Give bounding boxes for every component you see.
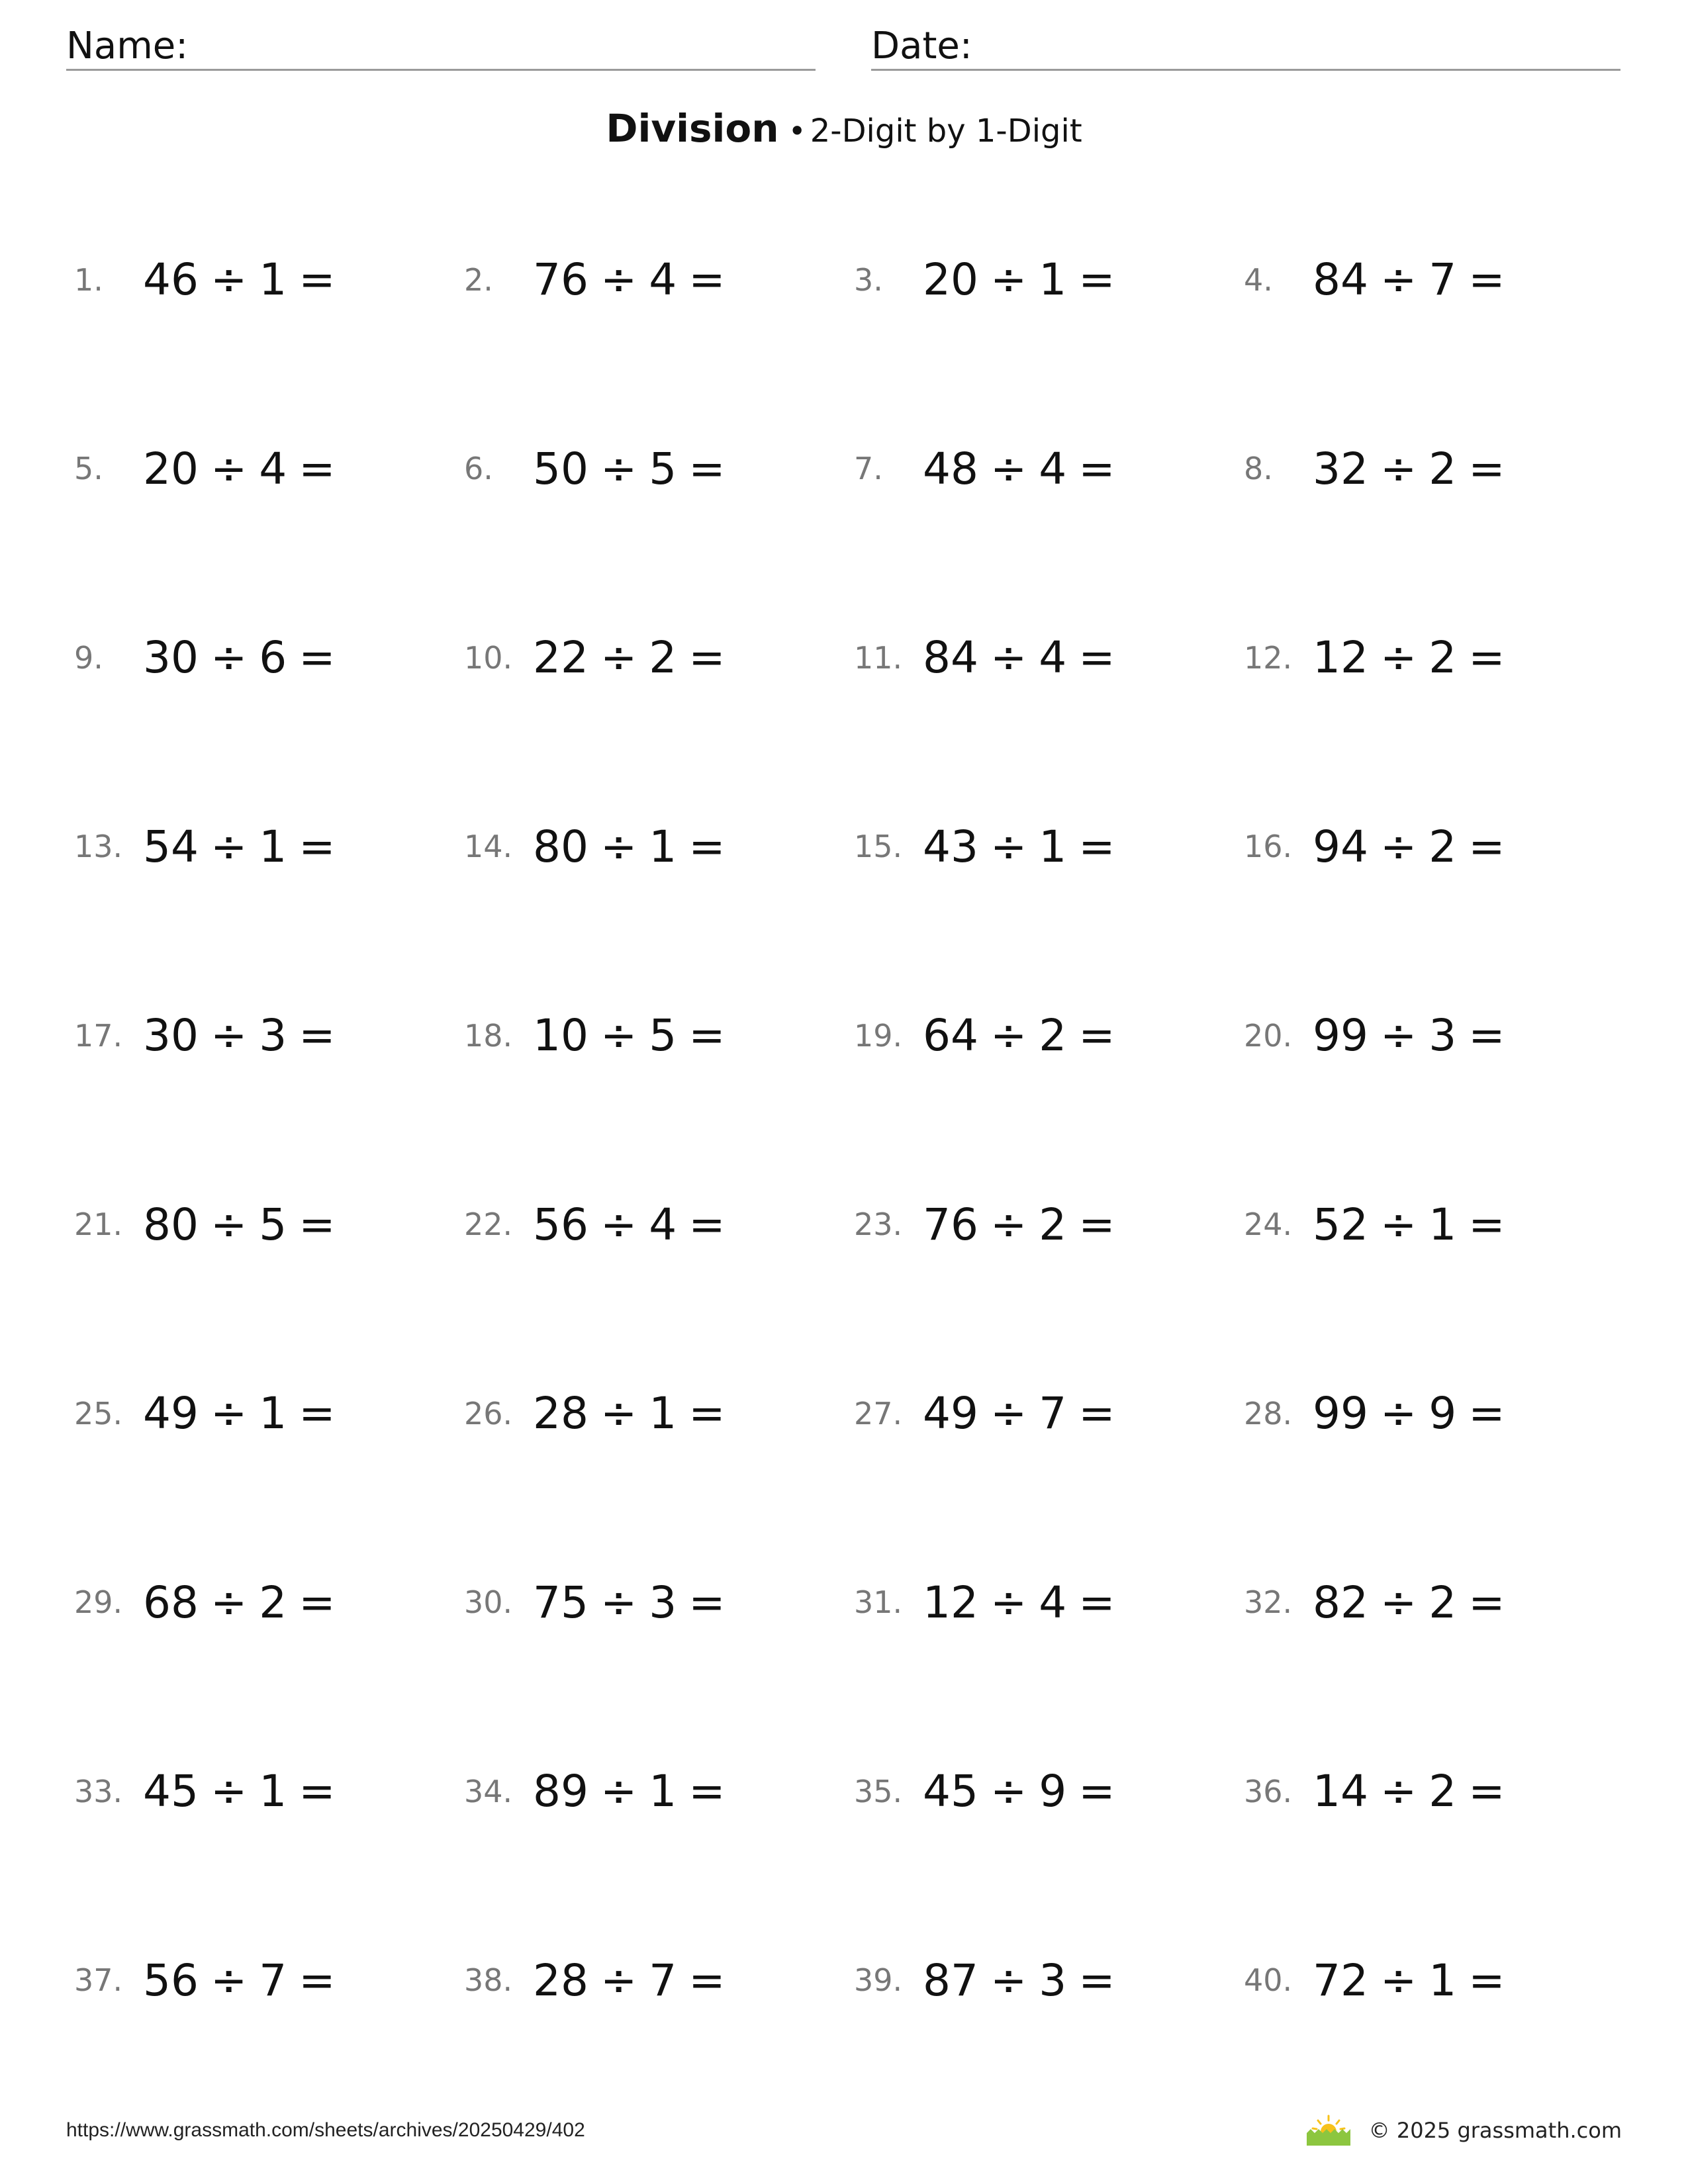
problem-number: 29. xyxy=(74,1584,123,1620)
problem-item xyxy=(1244,434,1634,504)
divisor: 2 xyxy=(1429,1576,1457,1628)
divisor: 3 xyxy=(259,1010,287,1061)
divisor: 3 xyxy=(1429,1010,1457,1061)
dividend: 28 xyxy=(533,1388,588,1439)
dividend: 87 xyxy=(923,1954,978,2006)
division-sign: ÷ xyxy=(600,1954,637,2006)
problem-expression xyxy=(1313,632,1505,683)
problem-expression xyxy=(1313,1199,1505,1250)
divisor: 4 xyxy=(1039,632,1067,683)
problem-number: 36. xyxy=(1244,1773,1293,1809)
problem-expression xyxy=(143,1955,336,2006)
equals-sign: = xyxy=(299,821,336,872)
division-sign: ÷ xyxy=(990,443,1027,494)
equals-sign: = xyxy=(1468,1010,1505,1061)
problem-number: 20. xyxy=(1244,1017,1293,1054)
division-sign: ÷ xyxy=(1380,254,1417,305)
problem-expression xyxy=(923,1766,1115,1817)
problem-item xyxy=(1244,1379,1634,1448)
problem-expression xyxy=(143,254,336,305)
equals-sign: = xyxy=(1468,1766,1505,1817)
equals-sign: = xyxy=(688,821,726,872)
problem-item xyxy=(1244,1946,1634,2015)
problem-number: 5. xyxy=(74,451,103,486)
worksheet-title xyxy=(0,106,1688,151)
divisor: 2 xyxy=(1039,1199,1067,1250)
divisor: 6 xyxy=(259,632,287,683)
division-sign: ÷ xyxy=(600,1388,637,1439)
divisor: 2 xyxy=(649,632,677,683)
dividend: 12 xyxy=(923,1576,978,1628)
divisor: 7 xyxy=(1039,1388,1067,1439)
problem-number: 9. xyxy=(74,639,103,676)
dividend: 20 xyxy=(923,254,978,305)
dividend: 76 xyxy=(923,1199,978,1250)
problem-item xyxy=(1244,1568,1634,1637)
divisor: 3 xyxy=(1039,1954,1067,2006)
division-sign: ÷ xyxy=(600,1199,637,1250)
problem-number: 33. xyxy=(74,1773,123,1809)
division-sign: ÷ xyxy=(1380,1388,1417,1439)
equals-sign: = xyxy=(1468,821,1505,872)
equals-sign: = xyxy=(688,1388,726,1439)
divisor: 4 xyxy=(259,443,287,494)
dividend: 52 xyxy=(1313,1199,1368,1250)
divisor: 1 xyxy=(649,1766,677,1817)
date-label: Date: xyxy=(871,24,972,68)
problem-expression xyxy=(143,1388,336,1439)
problem-item xyxy=(854,1756,1244,1826)
equals-sign: = xyxy=(1468,254,1505,305)
problem-item xyxy=(464,434,854,504)
copyright: © 2025 grassmath.com xyxy=(1368,2118,1622,2143)
problem-item xyxy=(464,1756,854,1826)
equals-sign: = xyxy=(299,1576,336,1628)
problem-number: 17. xyxy=(74,1017,123,1054)
problem-item xyxy=(854,812,1244,882)
equals-sign: = xyxy=(1078,254,1115,305)
dividend: 10 xyxy=(533,1010,588,1061)
problem-number: 6. xyxy=(464,451,493,486)
equals-sign: = xyxy=(1468,1954,1505,2006)
division-sign: ÷ xyxy=(210,443,248,494)
divisor: 1 xyxy=(1039,254,1067,305)
dividend: 48 xyxy=(923,443,978,494)
dividend: 72 xyxy=(1313,1954,1368,2006)
divisor: 7 xyxy=(1429,254,1457,305)
problem-expression xyxy=(533,632,726,683)
problem-number: 35. xyxy=(854,1773,903,1809)
division-sign: ÷ xyxy=(1380,1766,1417,1817)
dividend: 75 xyxy=(533,1576,588,1628)
problem-number: 28. xyxy=(1244,1395,1293,1432)
dividend: 50 xyxy=(533,443,588,494)
division-sign: ÷ xyxy=(990,1576,1027,1628)
problem-number: 22. xyxy=(464,1206,513,1242)
divisor: 2 xyxy=(1429,632,1457,683)
problem-expression xyxy=(533,443,726,494)
problem-expression xyxy=(1313,1766,1505,1817)
problem-item xyxy=(464,245,854,314)
title-subtitle: 2-Digit by 1-Digit xyxy=(810,113,1082,150)
problem-item xyxy=(854,1379,1244,1448)
problem-item xyxy=(74,1379,464,1448)
problem-expression xyxy=(923,1577,1115,1628)
dividend: 32 xyxy=(1313,443,1368,494)
division-sign: ÷ xyxy=(990,1388,1027,1439)
dividend: 12 xyxy=(1313,632,1368,683)
problem-number: 25. xyxy=(74,1395,123,1432)
divisor: 2 xyxy=(1429,821,1457,872)
problem-expression xyxy=(533,1955,726,2006)
divisor: 5 xyxy=(649,1010,677,1061)
division-sign: ÷ xyxy=(600,254,637,305)
problem-expression xyxy=(533,1199,726,1250)
problem-item xyxy=(464,1946,854,2015)
problem-item xyxy=(1244,245,1634,314)
problem-expression xyxy=(923,443,1115,494)
problem-expression xyxy=(923,821,1115,872)
divisor: 1 xyxy=(259,254,287,305)
problem-number: 3. xyxy=(854,261,883,298)
division-sign: ÷ xyxy=(990,632,1027,683)
division-sign: ÷ xyxy=(1380,821,1417,872)
problem-expression xyxy=(143,1766,336,1817)
dividend: 54 xyxy=(143,821,199,872)
problem-expression xyxy=(923,1010,1115,1061)
problem-item xyxy=(854,1001,1244,1070)
dividend: 56 xyxy=(533,1199,588,1250)
division-sign: ÷ xyxy=(210,1576,248,1628)
division-sign: ÷ xyxy=(1380,443,1417,494)
problem-expression xyxy=(1313,1955,1505,2006)
division-sign: ÷ xyxy=(990,1766,1027,1817)
problem-expression xyxy=(533,1010,726,1061)
problem-item xyxy=(464,1001,854,1070)
divisor: 9 xyxy=(1429,1388,1457,1439)
dividend: 30 xyxy=(143,632,199,683)
problem-item xyxy=(74,1568,464,1637)
problem-expression xyxy=(1313,1577,1505,1628)
divisor: 5 xyxy=(649,443,677,494)
problem-item xyxy=(464,812,854,882)
problem-number: 38. xyxy=(464,1962,513,1998)
problem-expression xyxy=(923,632,1115,683)
divisor: 9 xyxy=(1039,1766,1067,1817)
dividend: 94 xyxy=(1313,821,1368,872)
dividend: 64 xyxy=(923,1010,978,1061)
dividend: 99 xyxy=(1313,1388,1368,1439)
divisor: 3 xyxy=(649,1576,677,1628)
dividend: 68 xyxy=(143,1576,199,1628)
dividend: 30 xyxy=(143,1010,199,1061)
problem-item xyxy=(1244,1756,1634,1826)
division-sign: ÷ xyxy=(600,1010,637,1061)
problem-number: 30. xyxy=(464,1584,513,1620)
problem-expression xyxy=(143,1010,336,1061)
division-sign: ÷ xyxy=(210,1010,248,1061)
division-sign: ÷ xyxy=(1380,1576,1417,1628)
problem-item xyxy=(74,623,464,692)
problem-number: 32. xyxy=(1244,1584,1293,1620)
divisor: 5 xyxy=(259,1199,287,1250)
divisor: 2 xyxy=(259,1576,287,1628)
problem-item xyxy=(1244,1001,1634,1070)
equals-sign: = xyxy=(299,1388,336,1439)
problem-number: 21. xyxy=(74,1206,123,1242)
divisor: 2 xyxy=(1429,443,1457,494)
problem-number: 19. xyxy=(854,1017,903,1054)
equals-sign: = xyxy=(1078,1766,1115,1817)
problem-expression xyxy=(533,1577,726,1628)
division-sign: ÷ xyxy=(1380,1199,1417,1250)
division-sign: ÷ xyxy=(210,1954,248,2006)
division-sign: ÷ xyxy=(210,1766,248,1817)
divisor: 1 xyxy=(259,1388,287,1439)
problem-item xyxy=(74,1946,464,2015)
problem-number: 16. xyxy=(1244,829,1293,864)
problem-expression xyxy=(533,1766,726,1817)
equals-sign: = xyxy=(299,1954,336,2006)
equals-sign: = xyxy=(1078,632,1115,683)
problem-item xyxy=(1244,623,1634,692)
equals-sign: = xyxy=(299,254,336,305)
problem-item xyxy=(854,623,1244,692)
equals-sign: = xyxy=(299,632,336,683)
problem-item xyxy=(464,1190,854,1259)
problem-expression xyxy=(143,1199,336,1250)
equals-sign: = xyxy=(1468,443,1505,494)
division-sign: ÷ xyxy=(1380,1954,1417,2006)
dividend: 84 xyxy=(923,632,978,683)
equals-sign: = xyxy=(688,1199,726,1250)
problem-number: 7. xyxy=(854,451,883,486)
problem-item xyxy=(74,1190,464,1259)
division-sign: ÷ xyxy=(990,254,1027,305)
equals-sign: = xyxy=(1468,1199,1505,1250)
equals-sign: = xyxy=(1078,1576,1115,1628)
problem-item xyxy=(854,434,1244,504)
problem-number: 39. xyxy=(854,1962,903,1998)
problem-item xyxy=(854,1190,1244,1259)
dividend: 76 xyxy=(533,254,588,305)
divisor: 1 xyxy=(649,821,677,872)
name-field[interactable] xyxy=(66,26,816,71)
problem-item xyxy=(74,434,464,504)
problem-item xyxy=(464,623,854,692)
problem-number: 15. xyxy=(854,829,903,864)
problem-number: 1. xyxy=(74,261,103,298)
problem-expression xyxy=(143,632,336,683)
title-main: Division xyxy=(606,106,779,151)
division-sign: ÷ xyxy=(210,821,248,872)
divisor: 4 xyxy=(1039,1576,1067,1628)
divisor: 1 xyxy=(259,821,287,872)
problem-number: 37. xyxy=(74,1962,123,1998)
problem-number: 24. xyxy=(1244,1206,1293,1242)
problem-number: 27. xyxy=(854,1395,903,1432)
equals-sign: = xyxy=(299,443,336,494)
problem-number: 12. xyxy=(1244,639,1293,676)
problem-number: 40. xyxy=(1244,1962,1293,1998)
division-sign: ÷ xyxy=(600,821,637,872)
problem-item xyxy=(464,1379,854,1448)
problem-expression xyxy=(923,254,1115,305)
equals-sign: = xyxy=(299,1010,336,1061)
problem-number: 26. xyxy=(464,1395,513,1432)
problem-number: 13. xyxy=(74,829,123,864)
dividend: 82 xyxy=(1313,1576,1368,1628)
dividend: 49 xyxy=(923,1388,978,1439)
problem-item xyxy=(854,245,1244,314)
equals-sign: = xyxy=(688,632,726,683)
dividend: 14 xyxy=(1313,1766,1368,1817)
dividend: 49 xyxy=(143,1388,199,1439)
dividend: 22 xyxy=(533,632,588,683)
problem-number: 18. xyxy=(464,1017,513,1054)
division-sign: ÷ xyxy=(210,1388,248,1439)
dividend: 45 xyxy=(923,1766,978,1817)
date-field[interactable] xyxy=(871,26,1620,71)
problem-item xyxy=(74,1001,464,1070)
equals-sign: = xyxy=(688,254,726,305)
problem-number: 34. xyxy=(464,1773,513,1809)
dividend: 20 xyxy=(143,443,199,494)
equals-sign: = xyxy=(1468,1388,1505,1439)
divisor: 4 xyxy=(649,254,677,305)
equals-sign: = xyxy=(1078,443,1115,494)
divisor: 4 xyxy=(1039,443,1067,494)
footer-url: https://www.grassmath.com/sheets/archives/20250429/402 xyxy=(66,2119,585,2141)
division-sign: ÷ xyxy=(1380,1010,1417,1061)
division-sign: ÷ xyxy=(990,1010,1027,1061)
problem-item xyxy=(854,1568,1244,1637)
problem-expression xyxy=(923,1388,1115,1439)
division-sign: ÷ xyxy=(600,632,637,683)
divisor: 4 xyxy=(649,1199,677,1250)
division-sign: ÷ xyxy=(990,1199,1027,1250)
equals-sign: = xyxy=(1468,632,1505,683)
problem-item xyxy=(74,812,464,882)
equals-sign: = xyxy=(1078,821,1115,872)
division-sign: ÷ xyxy=(210,254,248,305)
equals-sign: = xyxy=(299,1199,336,1250)
divisor: 1 xyxy=(1429,1199,1457,1250)
name-label: Name: xyxy=(66,24,189,68)
equals-sign: = xyxy=(688,1766,726,1817)
dividend: 46 xyxy=(143,254,199,305)
dividend: 89 xyxy=(533,1766,588,1817)
divisor: 1 xyxy=(1429,1954,1457,2006)
dividend: 45 xyxy=(143,1766,199,1817)
dividend: 28 xyxy=(533,1954,588,2006)
title-bullet: • xyxy=(788,113,806,149)
problem-item xyxy=(1244,812,1634,882)
division-sign: ÷ xyxy=(210,632,248,683)
problem-expression xyxy=(533,821,726,872)
problem-item xyxy=(74,1756,464,1826)
problem-number: 10. xyxy=(464,639,513,676)
problem-grid xyxy=(74,245,1636,2134)
problem-expression xyxy=(143,1577,336,1628)
problem-expression xyxy=(923,1199,1115,1250)
divisor: 7 xyxy=(649,1954,677,2006)
dividend: 56 xyxy=(143,1954,199,2006)
division-sign: ÷ xyxy=(990,1954,1027,2006)
equals-sign: = xyxy=(299,1766,336,1817)
problem-number: 14. xyxy=(464,829,513,864)
divisor: 2 xyxy=(1039,1010,1067,1061)
problem-item xyxy=(854,1946,1244,2015)
problem-expression xyxy=(533,254,726,305)
division-sign: ÷ xyxy=(600,443,637,494)
equals-sign: = xyxy=(688,1576,726,1628)
sun-over-grass-icon xyxy=(1305,2114,1352,2147)
problem-expression xyxy=(1313,1010,1505,1061)
problem-expression xyxy=(923,1955,1115,2006)
division-sign: ÷ xyxy=(990,821,1027,872)
problem-expression xyxy=(143,443,336,494)
equals-sign: = xyxy=(688,1954,726,2006)
division-sign: ÷ xyxy=(210,1199,248,1250)
problem-item xyxy=(74,245,464,314)
problem-number: 31. xyxy=(854,1584,903,1620)
division-sign: ÷ xyxy=(1380,632,1417,683)
divisor: 2 xyxy=(1429,1766,1457,1817)
footer-brand xyxy=(1305,2114,1622,2147)
problem-expression xyxy=(533,1388,726,1439)
problem-item xyxy=(464,1568,854,1637)
equals-sign: = xyxy=(688,1010,726,1061)
equals-sign: = xyxy=(1078,1954,1115,2006)
dividend: 84 xyxy=(1313,254,1368,305)
divisor: 7 xyxy=(259,1954,287,2006)
equals-sign: = xyxy=(1468,1576,1505,1628)
problem-item xyxy=(1244,1190,1634,1259)
equals-sign: = xyxy=(688,443,726,494)
problem-number: 8. xyxy=(1244,451,1273,486)
problem-expression xyxy=(1313,443,1505,494)
problem-expression xyxy=(1313,254,1505,305)
dividend: 80 xyxy=(143,1199,199,1250)
equals-sign: = xyxy=(1078,1388,1115,1439)
divisor: 1 xyxy=(259,1766,287,1817)
problem-number: 4. xyxy=(1244,261,1273,298)
equals-sign: = xyxy=(1078,1199,1115,1250)
divisor: 1 xyxy=(1039,821,1067,872)
division-sign: ÷ xyxy=(600,1766,637,1817)
divisor: 1 xyxy=(649,1388,677,1439)
problem-expression xyxy=(1313,1388,1505,1439)
problem-number: 2. xyxy=(464,261,493,298)
dividend: 99 xyxy=(1313,1010,1368,1061)
equals-sign: = xyxy=(1078,1010,1115,1061)
problem-number: 23. xyxy=(854,1206,903,1242)
problem-number: 11. xyxy=(854,639,903,676)
dividend: 80 xyxy=(533,821,588,872)
problem-expression xyxy=(143,821,336,872)
dividend: 43 xyxy=(923,821,978,872)
division-sign: ÷ xyxy=(600,1576,637,1628)
problem-expression xyxy=(1313,821,1505,872)
